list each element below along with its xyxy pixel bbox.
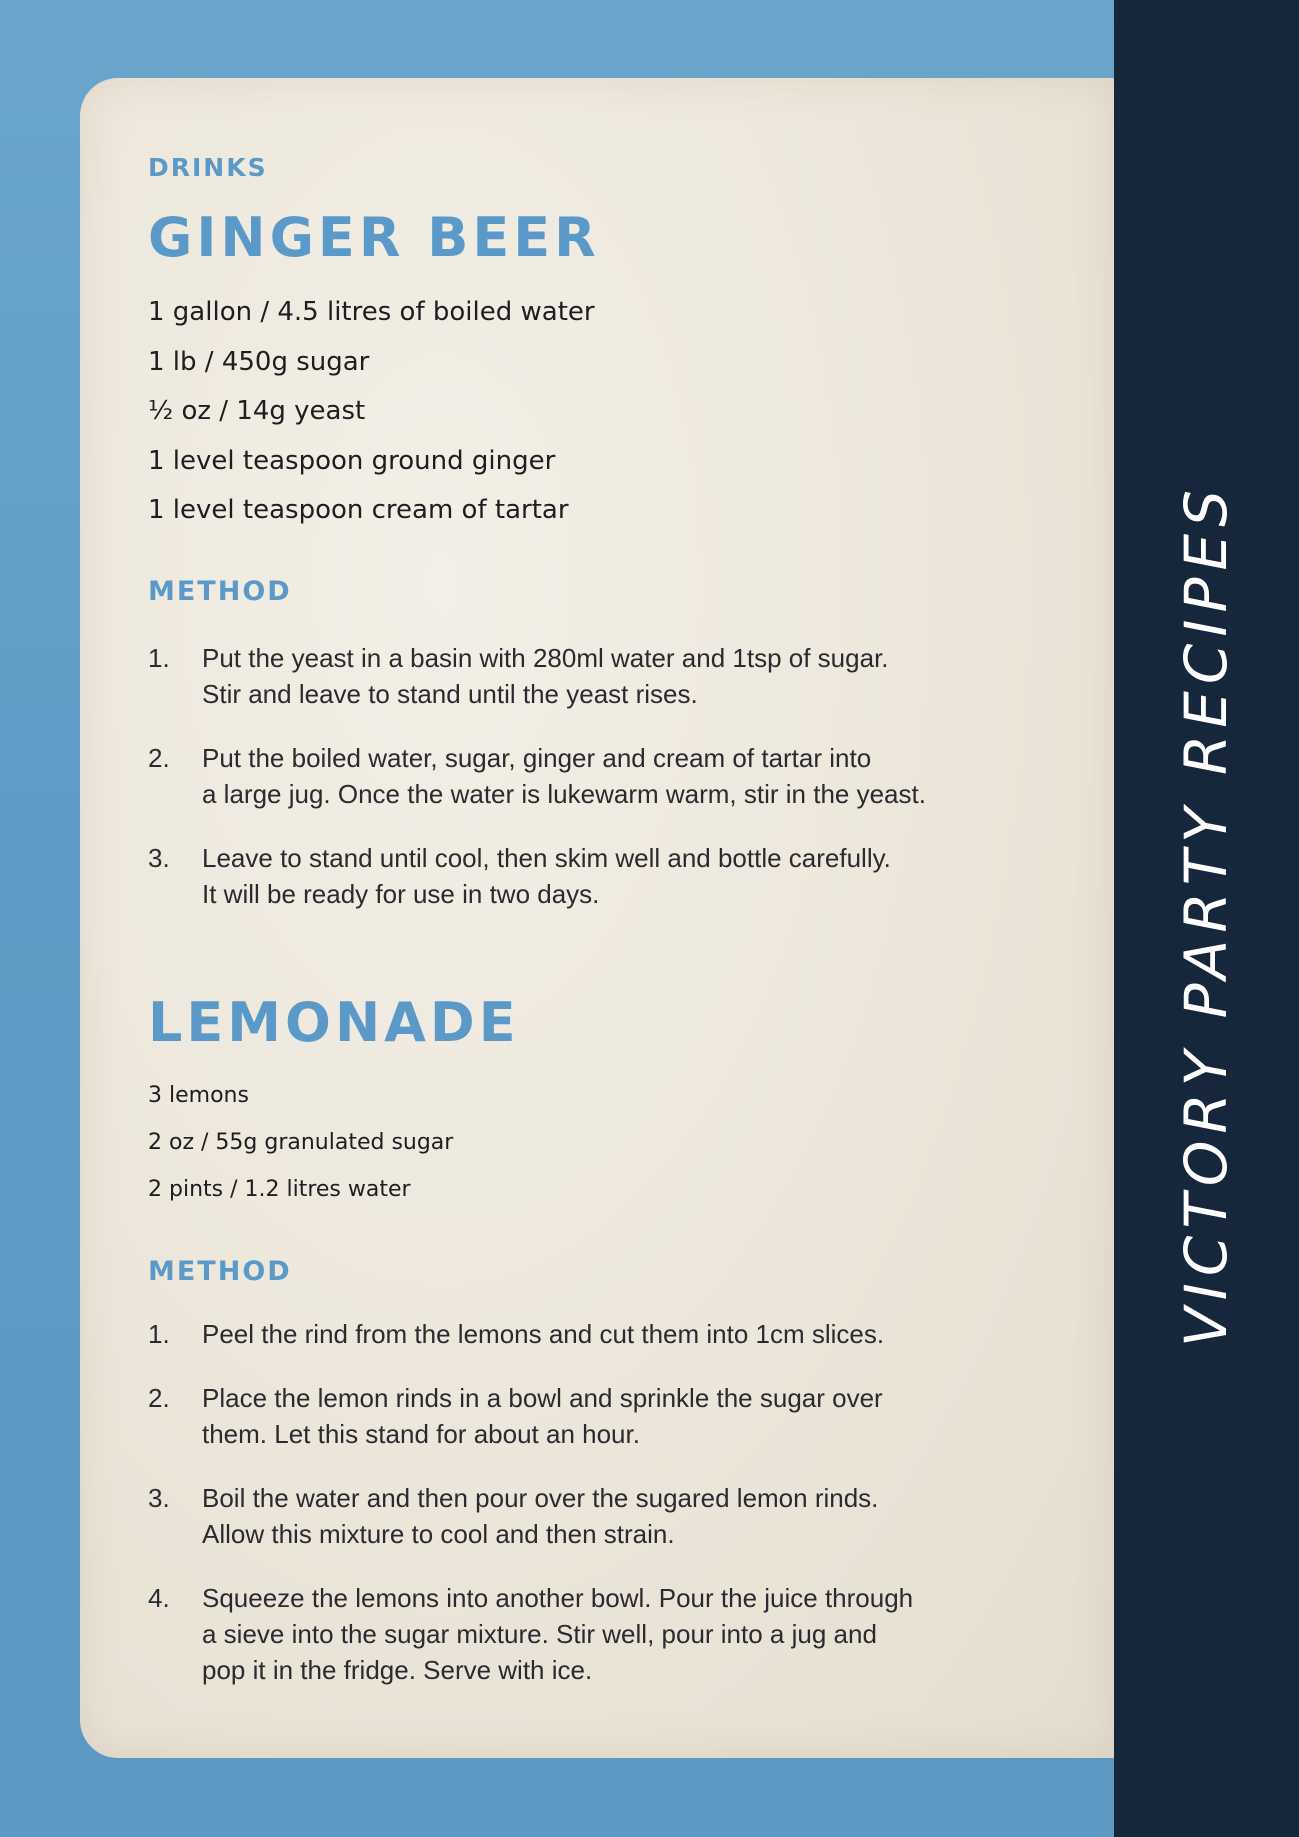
step-line: a large jug. Once the water is lukewarm warm, stir in the yeast. xyxy=(202,779,926,809)
step-line: Peel the rind from the lemons and cut them into 1cm slices. xyxy=(202,1319,885,1349)
step-line: Boil the water and then pour over the sugared lemon rinds. xyxy=(202,1483,879,1513)
method-step xyxy=(148,1580,1048,1688)
method-step xyxy=(148,1380,1048,1452)
step-line: Squeeze the lemons into another bowl. Pour the juice through xyxy=(202,1583,914,1613)
step-text xyxy=(202,840,1048,912)
step-number: 3. xyxy=(148,843,170,873)
method-steps-lemonade xyxy=(148,1316,1048,1716)
step-line: It will be ready for use in two days. xyxy=(202,879,600,909)
step-number: 4. xyxy=(148,1583,170,1613)
ingredient-item: 2 pints / 1.2 litres water xyxy=(148,1177,411,1202)
ingredient-item: 2 oz / 55g granulated sugar xyxy=(148,1130,454,1155)
step-number: 1. xyxy=(148,643,170,673)
method-heading-lemonade: METHOD xyxy=(148,1256,292,1287)
step-text xyxy=(202,1380,1048,1452)
step-line: pop it in the fridge. Serve with ice. xyxy=(202,1655,593,1685)
step-number: 2. xyxy=(148,1383,170,1413)
step-line: Put the yeast in a basin with 280ml water and 1tsp of sugar. xyxy=(202,643,889,673)
step-line: Stir and leave to stand until the yeast rises. xyxy=(202,679,698,709)
step-number: 1. xyxy=(148,1319,170,1349)
ingredient-list-ginger-beer xyxy=(148,288,595,536)
step-line: Put the boiled water, sugar, ginger and cream of tartar into xyxy=(202,743,872,773)
step-text xyxy=(202,1580,1048,1688)
method-heading-ginger-beer: METHOD xyxy=(148,576,292,607)
ingredient-item: 1 level teaspoon cream of tartar xyxy=(148,495,569,525)
method-step xyxy=(148,740,1048,812)
ingredient-list-lemonade xyxy=(148,1072,453,1213)
step-line: Allow this mixture to cool and then strain. xyxy=(202,1519,675,1549)
step-text xyxy=(202,640,1048,712)
step-line: Leave to stand until cool, then skim well and bottle carefully. xyxy=(202,843,891,873)
method-step xyxy=(148,1316,1048,1352)
step-text xyxy=(202,1316,1048,1352)
ingredient-item: 1 gallon / 4.5 litres of boiled water xyxy=(148,297,595,327)
step-line: them. Let this stand for about an hour. xyxy=(202,1419,640,1449)
recipe-title-ginger-beer: GINGER BEER xyxy=(148,206,600,269)
ingredient-item: 3 lemons xyxy=(148,1083,249,1108)
ingredient-item: 1 level teaspoon ground ginger xyxy=(148,445,556,476)
sidebar-title: VICTORY PARTY RECIPES xyxy=(1172,483,1240,1347)
step-line: a sieve into the sugar mixture. Stir well, pour into a jug and xyxy=(202,1619,877,1649)
ingredient-item: 1 lb / 450g sugar xyxy=(148,346,370,377)
method-step xyxy=(148,1480,1048,1552)
method-steps-ginger-beer xyxy=(148,640,1048,940)
method-step xyxy=(148,840,1048,912)
step-number: 2. xyxy=(148,743,170,773)
method-step xyxy=(148,640,1048,712)
category-label: DRINKS xyxy=(148,153,268,182)
step-text xyxy=(202,740,1048,812)
ingredient-item: ½ oz / 14g yeast xyxy=(148,396,366,426)
recipe-title-lemonade: LEMONADE xyxy=(148,991,520,1054)
step-text xyxy=(202,1480,1048,1552)
step-number: 3. xyxy=(148,1483,170,1513)
step-line: Place the lemon rinds in a bowl and sprinkle the sugar over xyxy=(202,1383,883,1413)
